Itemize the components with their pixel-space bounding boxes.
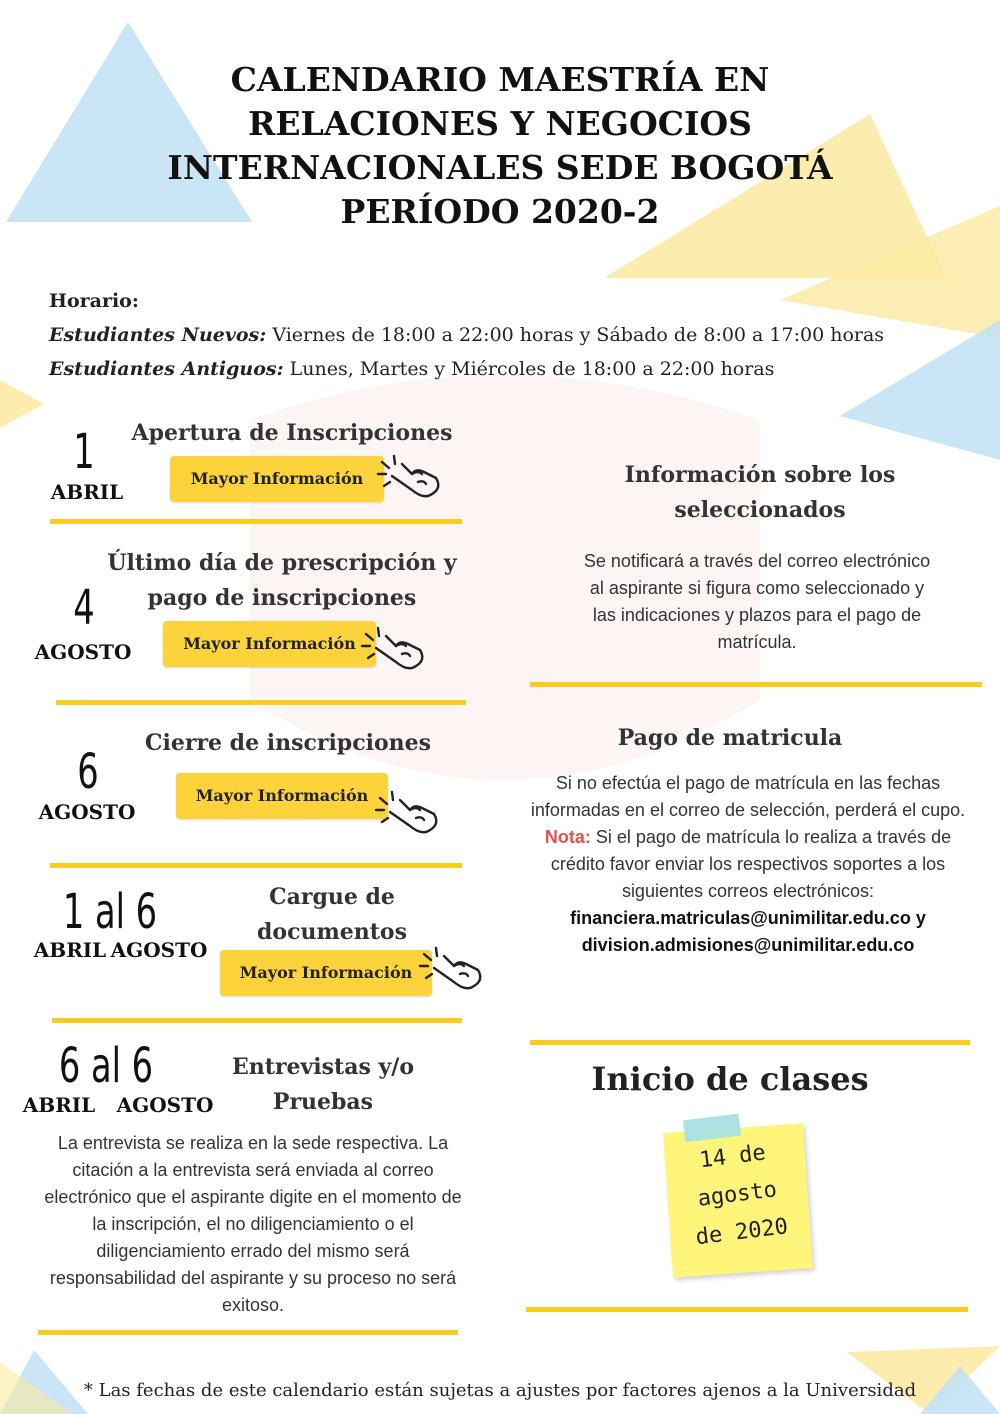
event-title-line: Último día de prescripción y [107,550,457,576]
payment-note [530,824,966,905]
footer-disclaimer: * Las fechas de este calendario están sujetas a ajustes por factores ajenos a la Universidad [83,1380,917,1401]
divider [56,700,466,705]
event-day: 4 [73,580,95,636]
event-day: 6 [77,744,99,800]
event-month: ABRIL [50,480,124,504]
classes-date [660,1120,817,1281]
event-title [232,880,432,950]
event-month: AGOSTO [38,800,136,824]
email-financiera[interactable]: financiera.matriculas@unimilitar.edu.co [570,908,911,928]
schedule-block [49,284,884,386]
new-students-label: Estudiantes Nuevos: [49,324,267,346]
divider [530,1040,970,1045]
divider [50,863,462,868]
triangle-yellow-left [0,380,44,428]
interview-description: La entrevista se realiza en la sede respectiva. La citación a la entrevista será enviada al correo electrónico que el aspirante digite en el momento de la inscripción, el no diligenciamiento o el diligenciamiento errado del mismo será responsabilidad del aspirante y su proceso no será exitoso. [44,1133,462,1315]
event-day: 6 al 6 [58,1038,154,1094]
event-month-end: AGOSTO [116,1093,214,1117]
classes-title: Inicio de clases [591,1060,869,1098]
divider [38,1330,458,1335]
event-day: 1 al 6 [62,884,158,940]
classes-date-line: 14 de [698,1140,768,1174]
divider [526,1307,968,1312]
title-line-3: INTERNACIONALES SEDE BOGOTÁ [167,148,833,187]
event-title [102,546,462,616]
classes-date-line: de 2020 [694,1214,790,1251]
selected-info-title: Información sobre los seleccionados [624,462,896,523]
divider [50,519,462,524]
event-title: Cierre de inscripciones [144,730,431,756]
email-connector: y [910,908,926,928]
new-students-hours: Viernes de 18:00 a 22:00 horas y Sábado de 8:00 a 17:00 horas [266,324,885,346]
pointing-hand-icon [372,452,444,508]
event-title-line: Cargue de [269,884,395,910]
event-title-line: Pruebas [272,1089,374,1115]
event-title-line: Entrevistas y/o [232,1054,414,1080]
email-admisiones[interactable]: division.admisiones@unimilitar.edu.co [581,935,915,955]
more-info-button[interactable]: Mayor Información [220,950,432,996]
schedule-label: Horario: [49,290,139,312]
event-month-start: ABRIL [33,938,107,962]
payment-title: Pago de matricula [617,725,843,751]
old-students-hours: Lunes, Martes y Miércoles de 18:00 a 22:00 horas [283,358,775,380]
event-month-start: ABRIL [22,1093,96,1117]
more-info-button[interactable]: Mayor Información [163,621,376,667]
page-title [100,58,900,234]
more-info-button[interactable]: Mayor Información [176,773,388,819]
note-label: Nota: [544,827,591,847]
divider [530,682,982,687]
note-text: Si el pago de matrícula lo realiza a través de crédito favor enviar los respectivos soportes a los siguientes correos electrónicos: [550,827,952,901]
payment-body [530,770,966,959]
event-title-line: documentos [257,919,407,945]
divider [52,1018,462,1023]
classes-date-line: agosto [696,1177,779,1212]
event-month-end: AGOSTO [110,938,208,962]
event-month: AGOSTO [34,640,132,664]
title-line-1: CALENDARIO MAESTRÍA EN [230,60,770,99]
pointing-hand-icon [370,788,442,844]
more-info-button[interactable]: Mayor Información [170,456,384,502]
old-students-label: Estudiantes Antiguos: [49,358,284,380]
selected-info-body: Se notificará a través del correo electrónico al aspirante si figura como seleccionado y las indicaciones y plazos para el pago de matrícula. [583,551,931,652]
event-day: 1 [73,424,95,480]
pointing-hand-icon [414,944,486,1000]
pointing-hand-icon [356,624,428,680]
title-line-2: RELACIONES Y NEGOCIOS [247,104,753,143]
payment-warning: Si no efectúa el pago de matrícula en las fechas informadas en el correo de selección, perderá el cupo. [530,773,966,820]
event-title: Apertura de Inscripciones [131,420,453,446]
event-title [210,1050,436,1120]
event-title-line: pago de inscripciones [147,585,417,611]
title-line-4: PERÍODO 2020-2 [340,192,660,231]
